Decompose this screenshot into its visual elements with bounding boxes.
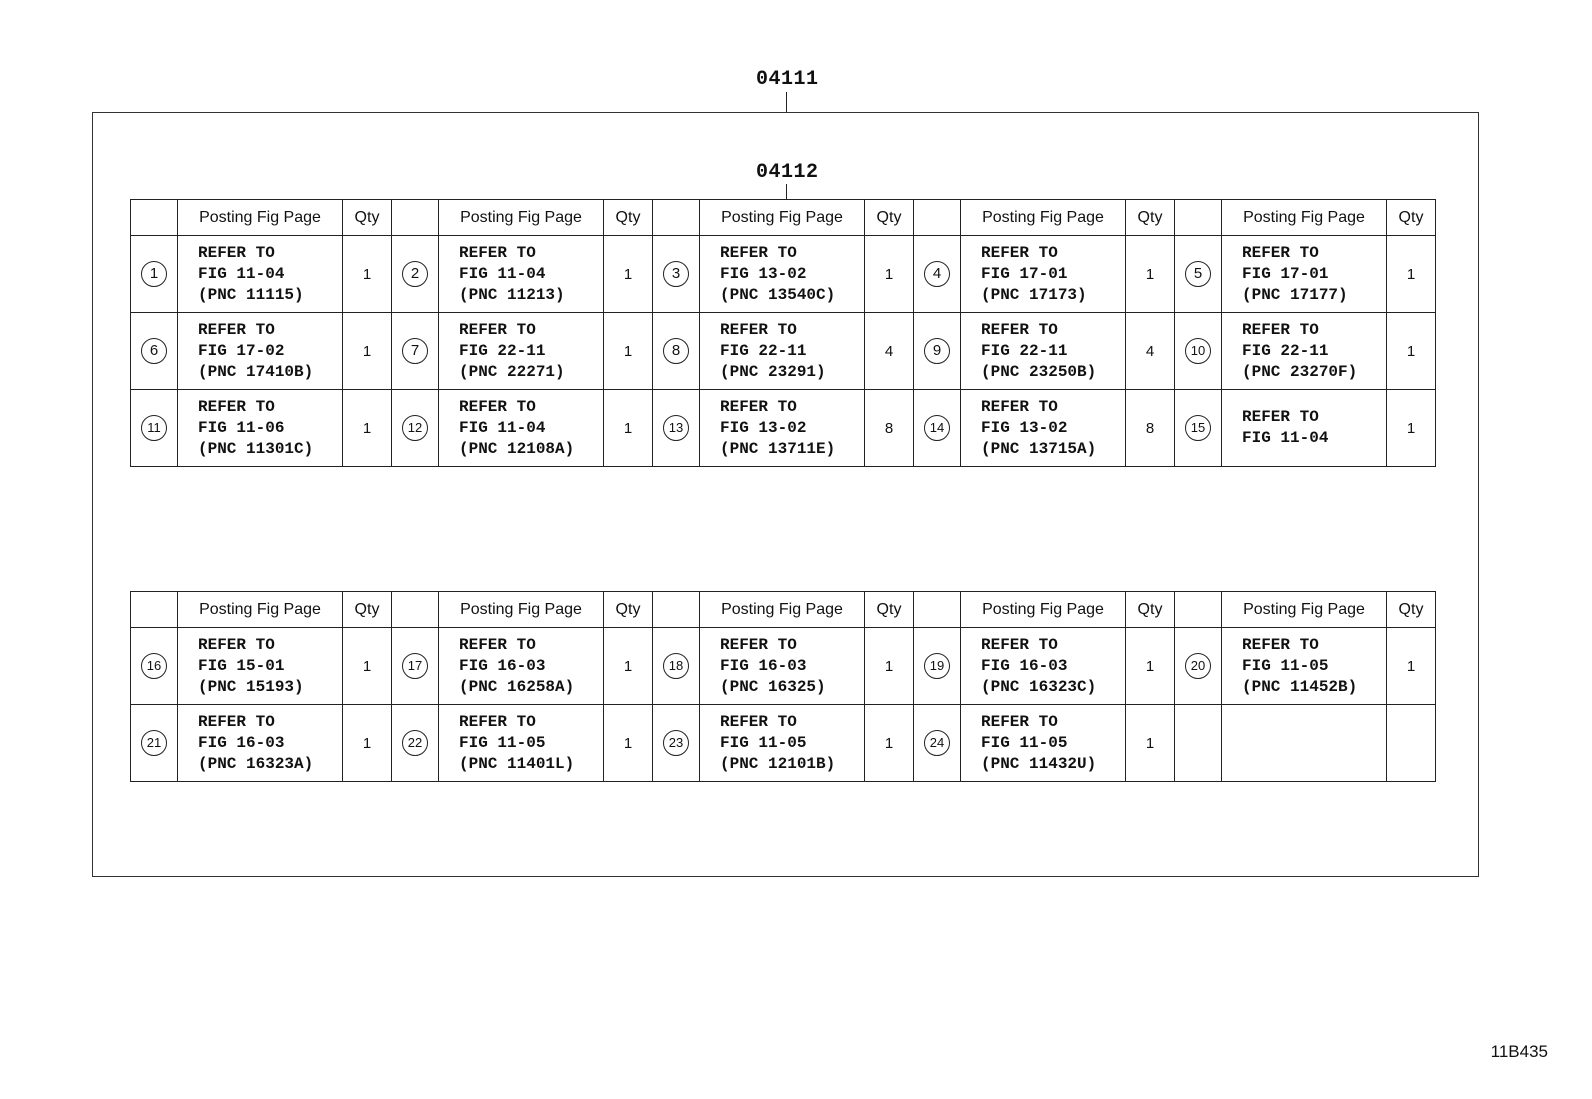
quantity-cell [1387, 705, 1436, 782]
item-number-badge: 21 [141, 730, 167, 756]
reference-line3: (PNC 11452B) [1242, 677, 1358, 696]
item-number-badge: 20 [1185, 653, 1211, 679]
header-number-cell [914, 200, 961, 236]
reference-line1: REFER TO [981, 635, 1058, 654]
header-qty: Qty [604, 592, 653, 628]
reference-line1: REFER TO [1242, 635, 1319, 654]
reference-line2: FIG 22-11 [459, 341, 546, 360]
item-number-badge: 22 [402, 730, 428, 756]
item-number-badge: 2 [402, 261, 428, 287]
header-posting-fig-page: Posting Fig Page [700, 200, 865, 236]
item-number-cell [653, 236, 700, 313]
reference-line2: FIG 13-02 [981, 418, 1068, 437]
reference-line1: REFER TO [720, 243, 797, 262]
reference-line1: REFER TO [1242, 243, 1319, 262]
reference-line3: (PNC 16325) [720, 677, 826, 696]
quantity-cell: 1 [604, 390, 653, 467]
reference-line1: REFER TO [198, 397, 275, 416]
item-number-cell [1175, 390, 1222, 467]
reference-line1: REFER TO [981, 397, 1058, 416]
reference-line2: FIG 11-04 [459, 418, 546, 437]
reference-line1: REFER TO [198, 635, 275, 654]
item-number-cell [914, 390, 961, 467]
item-number-cell [131, 390, 178, 467]
table-row [131, 705, 1436, 782]
reference-line1: REFER TO [198, 320, 275, 339]
reference-line3: (PNC 23250B) [981, 362, 1097, 381]
item-number-cell [653, 705, 700, 782]
header-posting-fig-page: Posting Fig Page [1222, 592, 1387, 628]
header-number-cell [653, 592, 700, 628]
header-posting-fig-page: Posting Fig Page [178, 200, 343, 236]
item-number-badge: 13 [663, 415, 689, 441]
reference-cell [961, 628, 1126, 705]
table-row [131, 236, 1436, 313]
reference-line3: (PNC 11115) [198, 285, 304, 304]
item-number-cell [914, 236, 961, 313]
reference-line2: FIG 11-05 [981, 733, 1068, 752]
reference-cell [178, 705, 343, 782]
reference-cell [439, 705, 604, 782]
assembly-label: 04111 [756, 68, 819, 91]
reference-line3: (PNC 17173) [981, 285, 1087, 304]
reference-cell [700, 390, 865, 467]
reference-line1: REFER TO [459, 243, 536, 262]
quantity-cell: 1 [865, 628, 914, 705]
quantity-cell: 1 [604, 628, 653, 705]
item-number-badge: 10 [1185, 338, 1211, 364]
item-number-cell [392, 313, 439, 390]
header-number-cell [914, 592, 961, 628]
reference-line2: FIG 11-05 [720, 733, 807, 752]
reference-cell [1222, 390, 1387, 467]
reference-line2: FIG 16-03 [198, 733, 285, 752]
table-row [131, 628, 1436, 705]
reference-cell [178, 628, 343, 705]
item-number-cell [914, 705, 961, 782]
header-posting-fig-page: Posting Fig Page [961, 200, 1126, 236]
header-number-cell [1175, 592, 1222, 628]
reference-line2: FIG 16-03 [981, 656, 1068, 675]
reference-line1: REFER TO [720, 320, 797, 339]
header-number-cell [392, 200, 439, 236]
table-header-row [131, 200, 1436, 236]
reference-line2: FIG 17-02 [198, 341, 285, 360]
reference-line3: (PNC 23270F) [1242, 362, 1358, 381]
reference-line3: (PNC 11432U) [981, 754, 1097, 773]
reference-cell [439, 313, 604, 390]
quantity-cell: 1 [1387, 628, 1436, 705]
reference-line2: FIG 13-02 [720, 264, 807, 283]
reference-line3: (PNC 16323C) [981, 677, 1097, 696]
reference-line3: (PNC 13540C) [720, 285, 836, 304]
item-number-cell [914, 313, 961, 390]
quantity-cell: 1 [343, 705, 392, 782]
parts-table-1 [130, 199, 1436, 467]
reference-line2: FIG 22-11 [720, 341, 807, 360]
subassembly-label: 04112 [756, 161, 819, 184]
reference-line1: REFER TO [981, 243, 1058, 262]
item-number-cell [392, 236, 439, 313]
quantity-cell: 1 [604, 705, 653, 782]
item-number-badge: 23 [663, 730, 689, 756]
reference-line3: (PNC 11213) [459, 285, 565, 304]
reference-line2: FIG 11-06 [198, 418, 285, 437]
item-number-cell [653, 390, 700, 467]
item-number-cell [1175, 313, 1222, 390]
reference-line2: FIG 11-04 [198, 264, 285, 283]
header-number-cell [1175, 200, 1222, 236]
item-number-cell [914, 628, 961, 705]
reference-line1: REFER TO [459, 320, 536, 339]
reference-cell [700, 705, 865, 782]
reference-line3: (PNC 22271) [459, 362, 565, 381]
header-qty: Qty [604, 200, 653, 236]
quantity-cell: 1 [343, 628, 392, 705]
reference-cell [700, 628, 865, 705]
parts-table-2 [130, 591, 1436, 782]
item-number-badge: 7 [402, 338, 428, 364]
header-qty: Qty [1387, 592, 1436, 628]
header-qty: Qty [343, 200, 392, 236]
reference-line1: REFER TO [981, 712, 1058, 731]
table-row [131, 390, 1436, 467]
item-number-badge: 16 [141, 653, 167, 679]
item-number-badge: 1 [141, 261, 167, 287]
reference-cell [178, 390, 343, 467]
quantity-cell: 1 [1387, 313, 1436, 390]
reference-line3: (PNC 17177) [1242, 285, 1348, 304]
reference-cell [961, 390, 1126, 467]
reference-line1: REFER TO [198, 243, 275, 262]
assembly-leader-line [786, 92, 787, 112]
reference-cell [1222, 236, 1387, 313]
header-qty: Qty [865, 592, 914, 628]
reference-cell [700, 313, 865, 390]
item-number-cell [131, 236, 178, 313]
subassembly-leader-line [786, 184, 787, 200]
reference-line1: REFER TO [1242, 408, 1319, 426]
quantity-cell: 1 [1387, 390, 1436, 467]
header-qty: Qty [1126, 200, 1175, 236]
reference-cell [1222, 313, 1387, 390]
item-number-cell [131, 628, 178, 705]
item-number-badge: 18 [663, 653, 689, 679]
item-number-badge: 12 [402, 415, 428, 441]
reference-cell [961, 313, 1126, 390]
reference-line2: FIG 11-04 [459, 264, 546, 283]
header-number-cell [131, 200, 178, 236]
item-number-badge: 24 [924, 730, 950, 756]
reference-cell [1222, 705, 1387, 782]
reference-line3: (PNC 15193) [198, 677, 304, 696]
item-number-badge: 8 [663, 338, 689, 364]
item-number-badge: 19 [924, 653, 950, 679]
item-number-cell [392, 705, 439, 782]
reference-line1: REFER TO [720, 635, 797, 654]
quantity-cell: 1 [343, 390, 392, 467]
reference-line1: REFER TO [1242, 320, 1319, 339]
item-number-cell [1175, 628, 1222, 705]
reference-line1: REFER TO [459, 635, 536, 654]
reference-cell [178, 313, 343, 390]
header-posting-fig-page: Posting Fig Page [178, 592, 343, 628]
reference-line3: (PNC 17410B) [198, 362, 314, 381]
reference-line2: FIG 13-02 [720, 418, 807, 437]
header-qty: Qty [1126, 592, 1175, 628]
header-posting-fig-page: Posting Fig Page [700, 592, 865, 628]
reference-line3: (PNC 11301C) [198, 439, 314, 458]
reference-line3: (PNC 16323A) [198, 754, 314, 773]
reference-line2: FIG 17-01 [1242, 264, 1329, 283]
reference-line3: (PNC 16258A) [459, 677, 575, 696]
reference-line3: (PNC 12101B) [720, 754, 836, 773]
reference-cell [961, 705, 1126, 782]
quantity-cell: 1 [343, 313, 392, 390]
quantity-cell: 1 [1126, 236, 1175, 313]
reference-cell [439, 236, 604, 313]
reference-cell [1222, 628, 1387, 705]
reference-line2: FIG 11-05 [459, 733, 546, 752]
reference-cell [439, 390, 604, 467]
quantity-cell: 1 [343, 236, 392, 313]
reference-line2: FIG 17-01 [981, 264, 1068, 283]
reference-line1: REFER TO [459, 397, 536, 416]
header-number-cell [131, 592, 178, 628]
item-number-badge: 11 [141, 415, 167, 441]
reference-line3: (PNC 13711E) [720, 439, 836, 458]
item-number-badge: 3 [663, 261, 689, 287]
reference-line2: FIG 16-03 [459, 656, 546, 675]
quantity-cell: 1 [1126, 705, 1175, 782]
figure-code: 11B435 [1490, 1042, 1548, 1061]
reference-line2: FIG 16-03 [720, 656, 807, 675]
header-posting-fig-page: Posting Fig Page [1222, 200, 1387, 236]
item-number-cell [392, 628, 439, 705]
quantity-cell: 8 [865, 390, 914, 467]
quantity-cell: 1 [1126, 628, 1175, 705]
item-number-cell [1175, 236, 1222, 313]
reference-line2: FIG 11-04 [1242, 429, 1329, 447]
quantity-cell: 1 [865, 705, 914, 782]
reference-line1: REFER TO [720, 397, 797, 416]
item-number-badge: 15 [1185, 415, 1211, 441]
reference-line3: (PNC 11401L) [459, 754, 575, 773]
reference-line2: FIG 22-11 [1242, 341, 1329, 360]
item-number-badge: 14 [924, 415, 950, 441]
item-number-cell [1175, 705, 1222, 782]
reference-line3: (PNC 23291) [720, 362, 826, 381]
quantity-cell: 8 [1126, 390, 1175, 467]
item-number-badge: 4 [924, 261, 950, 287]
table-header-row [131, 592, 1436, 628]
reference-cell [178, 236, 343, 313]
item-number-badge: 5 [1185, 261, 1211, 287]
item-number-cell [392, 390, 439, 467]
header-qty: Qty [1387, 200, 1436, 236]
item-number-badge: 6 [141, 338, 167, 364]
reference-line1: REFER TO [981, 320, 1058, 339]
quantity-cell: 1 [865, 236, 914, 313]
reference-line2: FIG 15-01 [198, 656, 285, 675]
item-number-cell [653, 313, 700, 390]
item-number-cell [131, 313, 178, 390]
reference-line3: (PNC 12108A) [459, 439, 575, 458]
reference-line1: REFER TO [459, 712, 536, 731]
header-number-cell [653, 200, 700, 236]
reference-line3: (PNC 13715A) [981, 439, 1097, 458]
header-posting-fig-page: Posting Fig Page [961, 592, 1126, 628]
reference-cell [961, 236, 1126, 313]
header-posting-fig-page: Posting Fig Page [439, 200, 604, 236]
quantity-cell: 4 [865, 313, 914, 390]
item-number-badge: 17 [402, 653, 428, 679]
quantity-cell: 4 [1126, 313, 1175, 390]
item-number-badge: 9 [924, 338, 950, 364]
reference-line2: FIG 22-11 [981, 341, 1068, 360]
header-qty: Qty [865, 200, 914, 236]
quantity-cell: 1 [1387, 236, 1436, 313]
header-posting-fig-page: Posting Fig Page [439, 592, 604, 628]
reference-cell [700, 236, 865, 313]
quantity-cell: 1 [604, 236, 653, 313]
reference-line1: REFER TO [198, 712, 275, 731]
header-number-cell [392, 592, 439, 628]
reference-line2: FIG 11-05 [1242, 656, 1329, 675]
item-number-cell [131, 705, 178, 782]
quantity-cell: 1 [604, 313, 653, 390]
header-qty: Qty [343, 592, 392, 628]
reference-line1: REFER TO [720, 712, 797, 731]
reference-cell [439, 628, 604, 705]
item-number-cell [653, 628, 700, 705]
table-row [131, 313, 1436, 390]
